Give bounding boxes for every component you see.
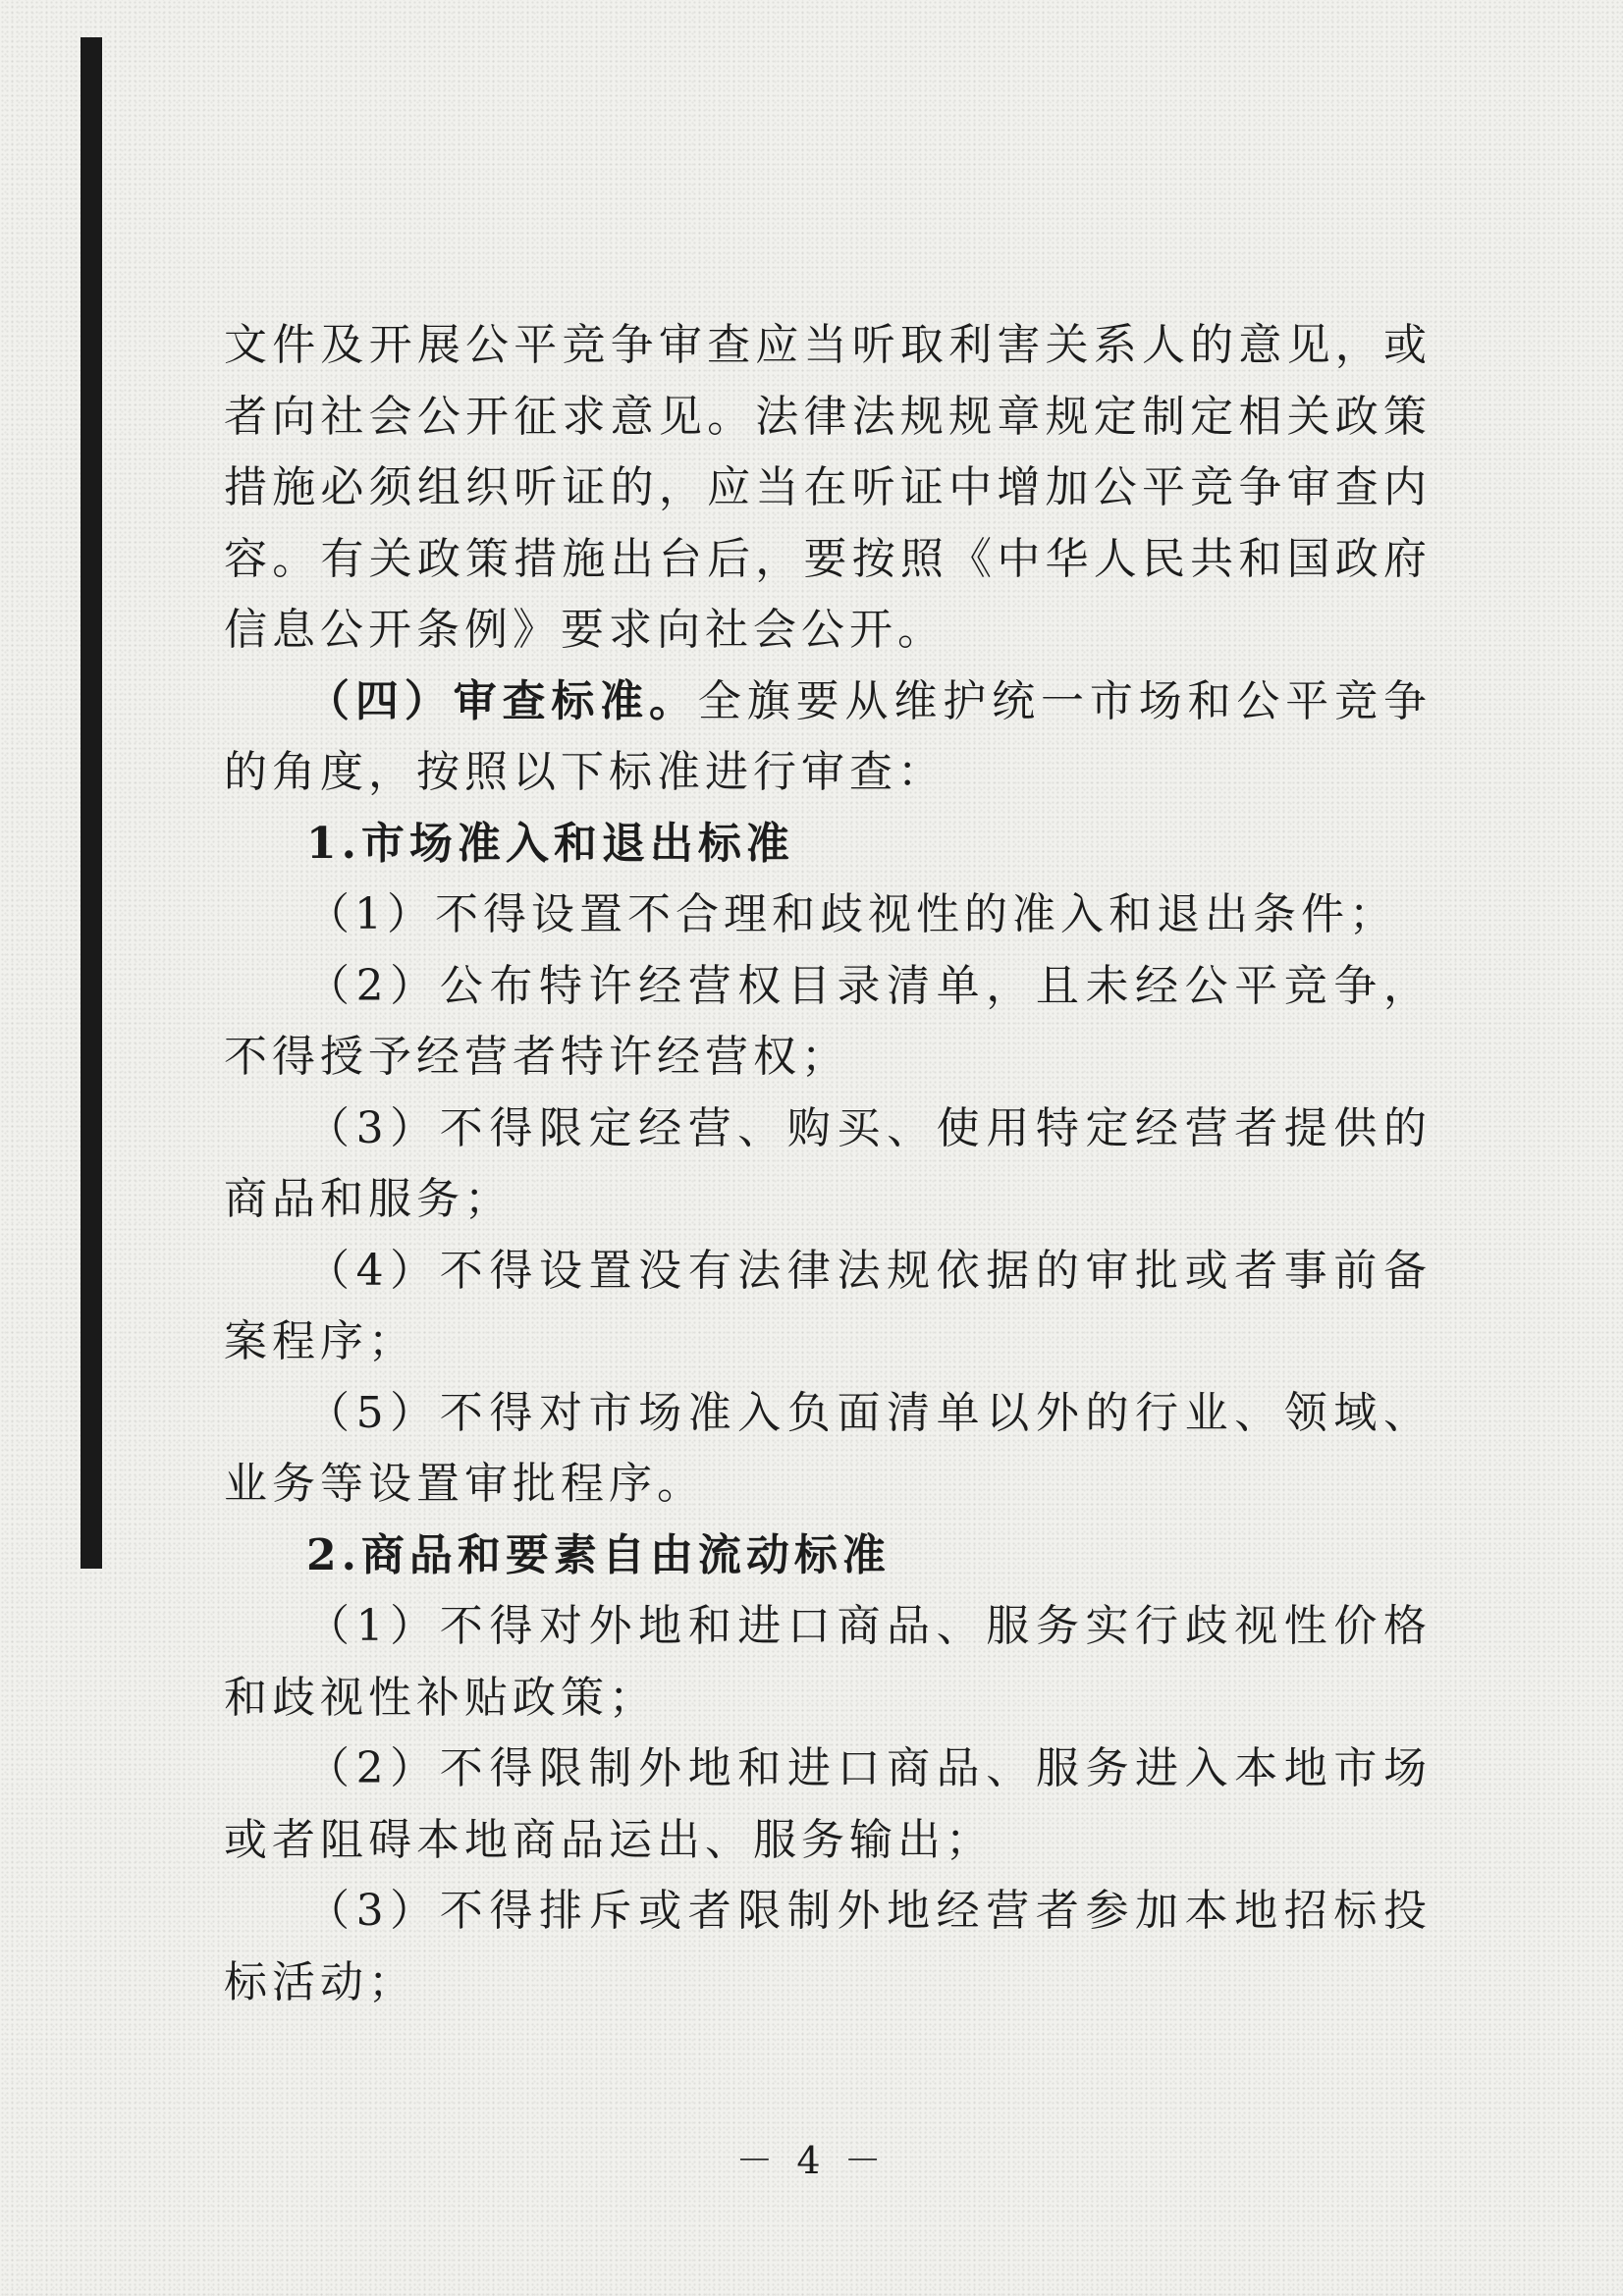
list-item-text: （1）不得设置不合理和歧视性的准入和退出条件；: [306, 889, 1397, 939]
list-item: [224, 1876, 1432, 2018]
paragraph-review-standards: [224, 667, 1432, 809]
list-item: [224, 1591, 1432, 1734]
page-number: － 4 －: [735, 2139, 888, 2182]
list-item: [224, 1094, 1432, 1236]
list-item: [224, 1236, 1432, 1378]
paragraph-text: 文件及开展公平竞争审查应当听取利害关系人的意见，或者向社会公开征求意见。法律法规规章规定制定相关政策措施必须组织听证的，应当在听证中增加公平竞争审查内容。有关政策措施出台后，要按照《中华人民共和国政府信息公开条例》要求向社会公开。: [224, 320, 1432, 655]
subheading-text: 2.商品和要素自由流动标准: [306, 1529, 891, 1580]
subheading-market-entry-exit: [224, 809, 1432, 881]
document-body: [224, 310, 1432, 2018]
list-item-text: （3）不得限定经营、购买、使用特定经营者提供的商品和服务；: [224, 1102, 1432, 1224]
list-item-text: （2）公布特许经营权目录清单，且未经公平竞争，不得授予经营者特许经营权；: [224, 960, 1432, 1082]
list-item-text: （2）不得限制外地和进口商品、服务进入本地市场或者阻碍本地商品运出、服务输出；: [224, 1743, 1432, 1865]
section-lead: （四）审查标准。: [306, 675, 698, 726]
list-item-text: （4）不得设置没有法律法规依据的审批或者事前备案程序；: [224, 1245, 1432, 1366]
paragraph-public-consultation: [224, 310, 1432, 667]
list-item: [224, 951, 1432, 1094]
paragraph-text: 全旗要从维护统一市场和公平竞争的角度，按照以下标准进行审查：: [224, 675, 1433, 797]
list-item-text: （1）不得对外地和进口商品、服务实行歧视性价格和歧视性补贴政策；: [224, 1601, 1432, 1723]
list-item: [224, 1378, 1432, 1521]
list-item: [224, 880, 1432, 951]
list-item-text: （3）不得排斥或者限制外地经营者参加本地招标投标活动；: [224, 1886, 1432, 2007]
subheading-text: 1.市场准入和退出标准: [306, 818, 794, 869]
list-item-text: （5）不得对市场准入负面清单以外的行业、领域、业务等设置审批程序。: [224, 1387, 1432, 1509]
list-item: [224, 1734, 1432, 1876]
subheading-free-flow: [224, 1521, 1432, 1592]
scan-binding-edge: [81, 37, 102, 1569]
